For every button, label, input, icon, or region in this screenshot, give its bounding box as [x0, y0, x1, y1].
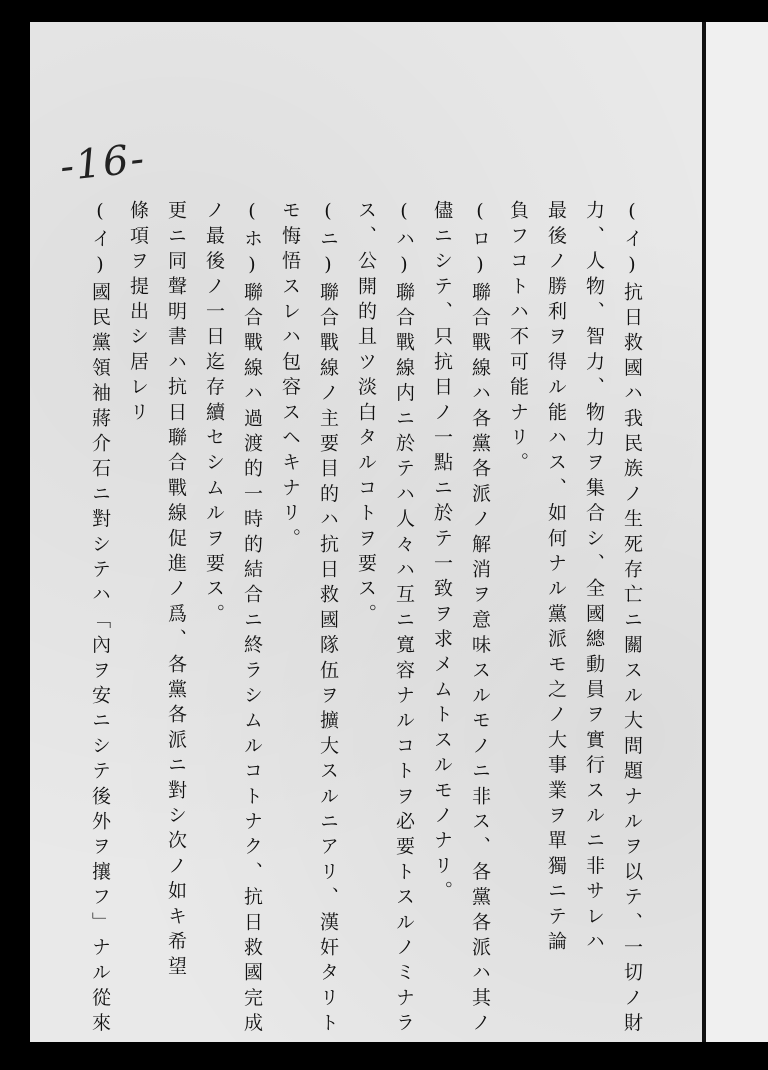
page-number: -16- [57, 135, 149, 191]
text-column-6: 儘ニシテ、只抗日ノ一點ニ於テ一致ヲ求メムトスルモノナリ。 [431, 200, 453, 906]
text-column-5: (ロ)聯合戰線ハ各黨各派ノ解消ヲ意味スルモノニ非ス、各黨各派ハ其ノ [469, 200, 491, 1038]
text-column-10: モ悔悟スレハ包容スヘキナリ。 [279, 200, 301, 553]
text-column-12: ノ最後ノ一日迄存續セシムルヲ要ス。 [203, 200, 225, 629]
text-column-1: (イ)抗日救國ハ我民族ノ生死存亡ニ關スル大問題ナルヲ以テ、一切ノ財 [621, 200, 643, 1038]
text-column-14: 條項ヲ提出シ居レリ [127, 200, 149, 427]
page-edge-strip [702, 22, 768, 1042]
text-column-11: (ホ)聯合戰線ハ過渡的一時的結合ニ終ラシムルコトナク、抗日救國完成 [241, 200, 263, 1038]
text-column-15: (イ)國民黨領袖蔣介石ニ對シテハ「內ヲ安ニシテ後外ヲ攘フ」ナル從來 [89, 200, 111, 1038]
document-page [30, 22, 768, 1042]
text-column-4: 負フコトハ不可能ナリ。 [507, 200, 529, 478]
text-column-13: 更ニ同聲明書ハ抗日聯合戰線促進ノ爲、各黨各派ニ對シ次ノ如キ希望 [165, 200, 187, 982]
text-column-3: 最後ノ勝利ヲ得ル能ハス、如何ナル黨派モ之ノ大事業ヲ單獨ニテ論 [545, 200, 567, 956]
text-column-2: 力、人物、智力、物力ヲ集合シ、全國總動員ヲ實行スルニ非サレハ [583, 200, 605, 956]
text-column-8: ス、公開的且ツ淡白タルコトヲ要ス。 [355, 200, 377, 629]
text-column-7: (ハ)聯合戰線内ニ於テハ人々ハ互ニ寬容ナルコトヲ必要トスルノミナラ [393, 200, 415, 1038]
text-column-9: (ニ)聯合戰線ノ主要目的ハ抗日救國隊伍ヲ擴大スルニアリ、漢奸タリト [317, 200, 339, 1038]
